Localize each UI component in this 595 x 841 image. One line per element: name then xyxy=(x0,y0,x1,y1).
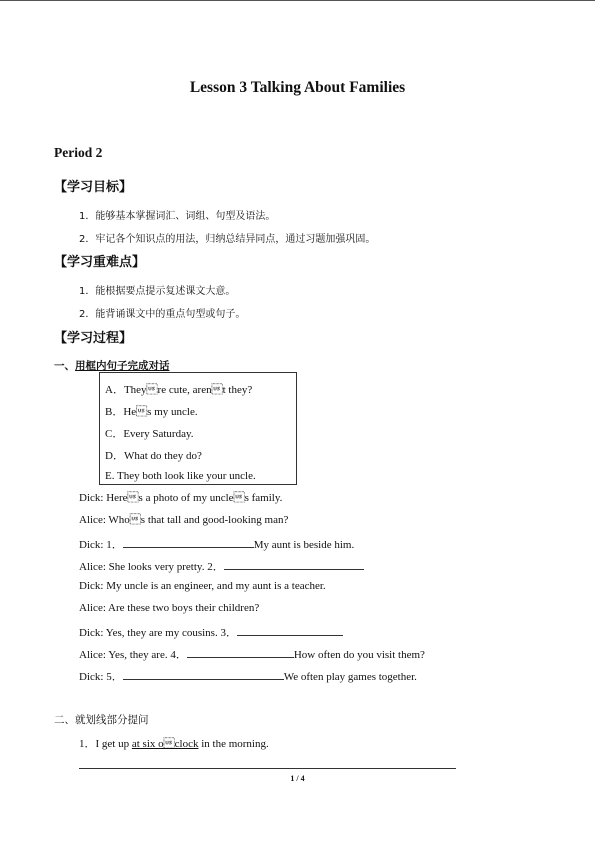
exercise-1-title: 用框内句子完成对话 xyxy=(75,360,170,372)
option-a: A．They re cute, aren t they? xyxy=(105,384,253,396)
key-point-item-1: 1．能根据要点提示复述课文大意。 xyxy=(79,286,236,297)
exercise-2-question-1 xyxy=(79,735,269,751)
dialogue-line-8-prefix: Alice: Yes, they are. 4． xyxy=(79,649,187,661)
dialogue-line-7-prefix: Dick: Yes, they are my cousins. 3． xyxy=(79,627,237,639)
dialogue-line-3-suffix: My aunt is beside him. xyxy=(253,539,355,551)
dialogue-line-3 xyxy=(79,536,354,552)
answer-blank-2[interactable] xyxy=(224,559,364,570)
dialogue-line-9 xyxy=(79,668,417,684)
goal-item-1: 1．能够基本掌握词汇、词组、句型及语法。 xyxy=(79,211,276,222)
section-heading-process: 【学习过程】 xyxy=(54,331,133,346)
exercise-1-heading xyxy=(54,358,170,373)
dialogue-line-4-prefix: Alice: She looks very pretty. 2． xyxy=(79,561,224,573)
period-label: Period 2 xyxy=(54,145,103,160)
key-point-item-2: 2．能背诵课文中的重点句型或句子。 xyxy=(79,309,246,320)
option-d: D．What do they do? xyxy=(105,450,202,462)
section-heading-key-points: 【学习重难点】 xyxy=(54,255,146,270)
question-1-underlined-part: at six o clock xyxy=(131,738,199,750)
dialogue-line-1: Dick: Here s a photo of my uncle s family. xyxy=(79,492,283,504)
question-1-suffix: in the morning. xyxy=(198,738,269,750)
dialogue-line-2: Alice: Who s that tall and good-looking man? xyxy=(79,514,289,526)
answer-blank-3[interactable] xyxy=(237,625,343,636)
question-1-prefix: 1．I get up xyxy=(79,738,132,750)
answer-blank-4[interactable] xyxy=(187,647,294,658)
exercise-2-heading: 二、就划线部分提问 xyxy=(54,714,149,726)
section-heading-goals: 【学习目标】 xyxy=(54,180,133,195)
option-e: E. They both look like your uncle. xyxy=(105,470,256,482)
dialogue-line-3-prefix: Dick: 1． xyxy=(79,539,123,551)
goal-item-2: 2．牢记各个知识点的用法，归纳总结异同点，通过习题加强巩固。 xyxy=(79,234,376,245)
lesson-title: Lesson 3 Talking About Families xyxy=(189,79,406,96)
dialogue-line-6: Alice: Are these two boys their children? xyxy=(79,602,260,614)
exercise-1-number: 一、 xyxy=(54,360,75,372)
option-c: C．Every Saturday. xyxy=(105,428,194,440)
dialogue-line-8-suffix: How often do you visit them? xyxy=(293,649,425,661)
page-number: 1 / 4 xyxy=(290,774,305,783)
dialogue-line-7 xyxy=(79,624,343,640)
dialogue-line-8 xyxy=(79,646,425,662)
top-border-rule xyxy=(0,0,595,1)
answer-blank-5[interactable] xyxy=(123,669,284,680)
option-b: B．He s my uncle. xyxy=(105,406,198,418)
answer-blank-1[interactable] xyxy=(123,537,254,548)
dialogue-line-9-prefix: Dick: 5． xyxy=(79,671,123,683)
dialogue-line-5: Dick: My uncle is an engineer, and my aunt is a teacher. xyxy=(79,580,326,592)
dialogue-line-4 xyxy=(79,558,364,574)
answer-line-1[interactable] xyxy=(79,768,456,769)
dialogue-line-9-suffix: We often play games together. xyxy=(283,671,417,683)
